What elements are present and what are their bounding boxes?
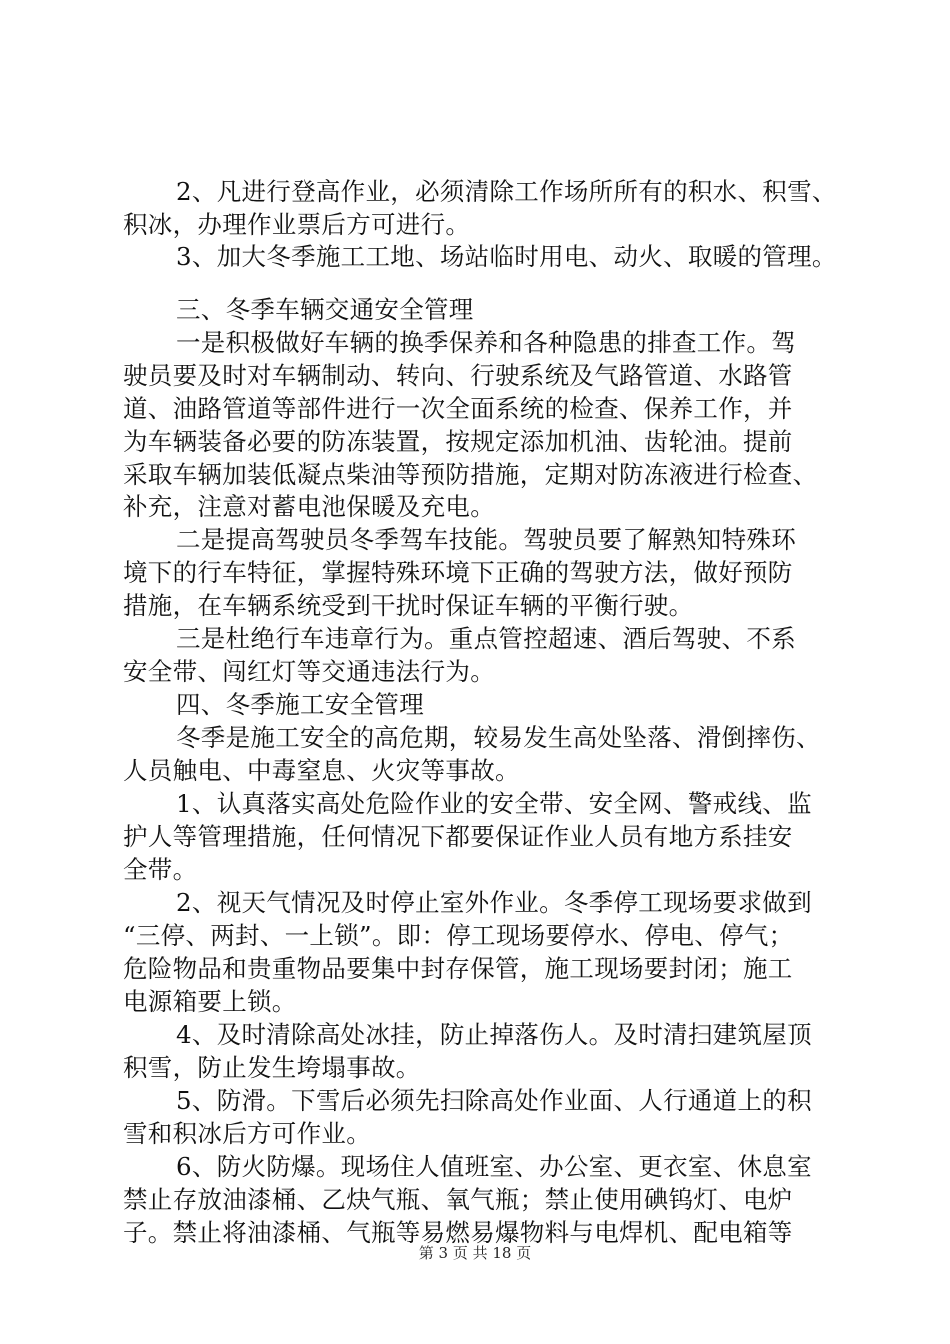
body-text-line: “三停、两封、一上锁”。即：停工现场要停水、停电、停气； bbox=[123, 921, 794, 950]
body-text-line: 境下的行车特征，掌握特殊环境下正确的驾驶方法，做好预防 bbox=[123, 558, 793, 587]
body-text-line: 4、及时清除高处冰挂，防止掉落伤人。及时清扫建筑屋顶 bbox=[176, 1020, 812, 1049]
body-text-line: 积雪，防止发生垮塌事故。 bbox=[123, 1053, 421, 1082]
body-text-line: 1、认真落实高处危险作业的安全带、安全网、警戒线、监 bbox=[176, 789, 812, 818]
body-text-line: 全带。 bbox=[123, 855, 198, 884]
body-text-line: 二是提高驾驶员冬季驾车技能。驾驶员要了解熟知特殊环 bbox=[176, 525, 796, 554]
body-text-line: 5、防滑。下雪后必须先扫除高处作业面、人行通道上的积 bbox=[176, 1086, 812, 1115]
body-text-line: 三是杜绝行车违章行为。重点管控超速、酒后驾驶、不系 bbox=[176, 624, 796, 653]
body-text-line: 措施，在车辆系统受到干扰时保证车辆的平衡行驶。 bbox=[123, 591, 694, 620]
page-number-footer: 第 3 页 共 18 页 bbox=[418, 1244, 532, 1262]
body-text-line: 电源箱要上锁。 bbox=[123, 987, 297, 1016]
body-text-line: 禁止存放油漆桶、乙炔气瓶、氧气瓶；禁止使用碘钨灯、电炉 bbox=[123, 1185, 793, 1214]
body-text-line: 积冰，办理作业票后方可进行。 bbox=[123, 210, 471, 239]
body-text-line: 护人等管理措施，任何情况下都要保证作业人员有地方系挂安 bbox=[123, 822, 793, 851]
body-text-line: 冬季是施工安全的高危期，较易发生高处坠落、滑倒摔伤、 bbox=[176, 723, 821, 752]
body-text-line: 人员触电、中毒窒息、火灾等事故。 bbox=[123, 756, 520, 785]
body-text-line: 安全带、闯红灯等交通违法行为。 bbox=[123, 657, 495, 686]
body-text-line: 一是积极做好车辆的换季保养和各种隐患的排查工作。驾 bbox=[176, 328, 796, 357]
body-text-line: 补充，注意对蓄电池保暖及充电。 bbox=[123, 492, 495, 521]
section-heading: 三、冬季车辆交通安全管理 bbox=[176, 295, 474, 324]
body-text-line: 3、加大冬季施工工地、场站临时用电、动火、取暖的管理。 bbox=[176, 242, 837, 271]
body-text-line: 驶员要及时对车辆制动、转向、行驶系统及气路管道、水路管 bbox=[123, 361, 793, 390]
body-text-line: 2、视天气情况及时停止室外作业。冬季停工现场要求做到 bbox=[176, 888, 812, 917]
body-text-line: 2、凡进行登高作业，必须清除工作场所所有的积水、积雪、 bbox=[176, 177, 837, 206]
body-text-line: 6、防火防爆。现场住人值班室、办公室、更衣室、休息室 bbox=[176, 1152, 812, 1181]
section-heading: 四、冬季施工安全管理 bbox=[176, 690, 424, 719]
body-text-line: 子。禁止将油漆桶、气瓶等易燃易爆物料与电焊机、配电箱等 bbox=[123, 1218, 793, 1247]
body-text-line: 雪和积冰后方可作业。 bbox=[123, 1119, 371, 1148]
body-text-line: 为车辆装备必要的防冻装置，按规定添加机油、齿轮油。提前 bbox=[123, 427, 793, 456]
body-text-line: 道、油路管道等部件进行一次全面系统的检查、保养工作，并 bbox=[123, 394, 793, 423]
body-text-line: 采取车辆加装低凝点柴油等预防措施，定期对防冻液进行检查、 bbox=[123, 460, 818, 489]
body-text-line: 危险物品和贵重物品要集中封存保管，施工现场要封闭；施工 bbox=[123, 954, 793, 983]
